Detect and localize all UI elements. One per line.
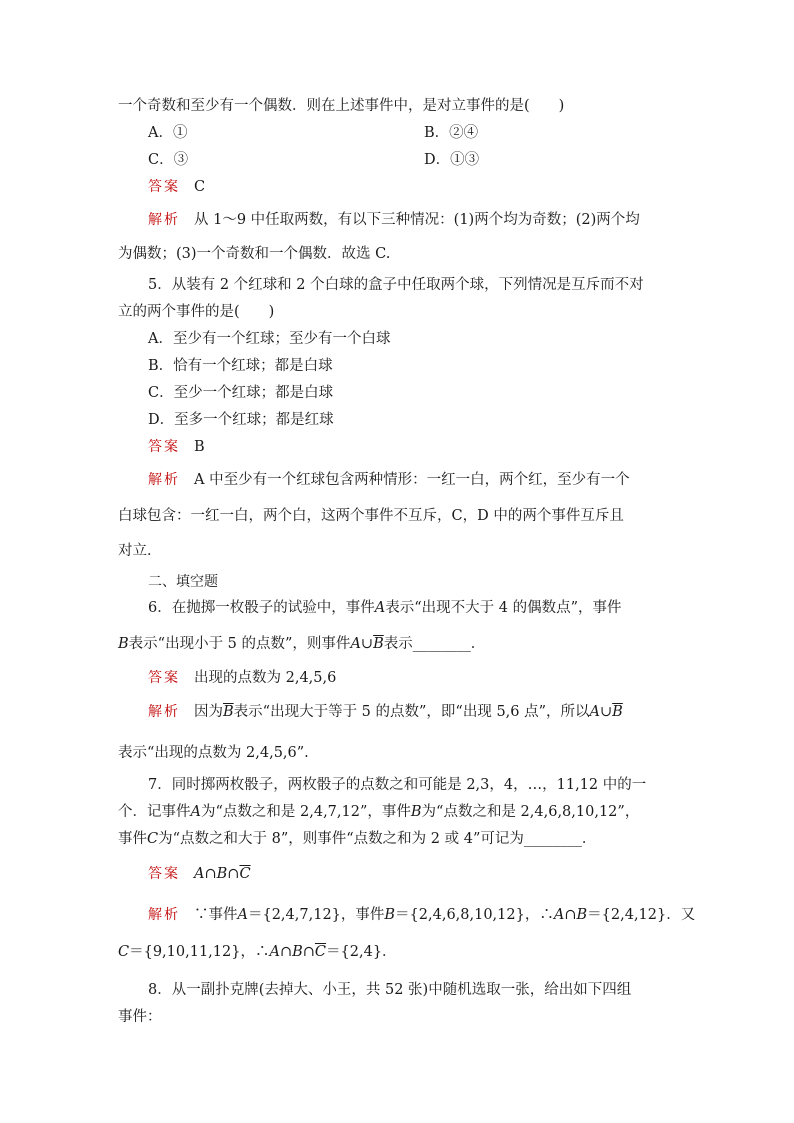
- q7-analysis-text-1a: ∵事件: [194, 907, 238, 923]
- q7-analysis-text-1d: ＝{2,4,12}．又: [587, 907, 696, 923]
- q5-analysis-text-1: A 中至少有一个红球包含两种情形：一红一白，两个红，至少有一个: [194, 472, 630, 488]
- q6-stem-text-2a: 表示“出现小于 5 的点数”，则事件: [128, 636, 351, 652]
- q6-analysis-b-complement: $\overline{B}$: [223, 704, 234, 720]
- q7-var-a: A: [190, 804, 201, 820]
- q4-answer-row: [148, 177, 205, 197]
- q7-analysis-var-a3: A: [269, 944, 280, 960]
- analysis-label: 解析: [148, 472, 180, 488]
- intersection-symbol: ∩: [279, 944, 293, 960]
- q6-var-a: A: [374, 600, 386, 616]
- q4-option-a: A．①: [148, 125, 188, 141]
- q6-stem-text-2b: 表示________．: [383, 636, 486, 652]
- q7-analysis-var-c: C: [118, 944, 130, 960]
- intersection-symbol: ∩: [564, 907, 577, 923]
- q7-answer-c-complement: $\overline{C}$: [239, 866, 251, 882]
- q4-answer: C: [194, 179, 206, 195]
- q7-analysis-line-2: [118, 942, 397, 962]
- q5-answer-row: [148, 437, 205, 457]
- q5-analysis-line-3: 对立．: [118, 543, 162, 559]
- answer-label: 答案: [148, 670, 180, 686]
- q7-analysis-c-complement: $\overline{C}$: [314, 944, 327, 960]
- q6-stem-text-1a: 6．在抛掷一枚骰子的试验中，事件: [148, 600, 375, 616]
- q6-expr-b-complement: $\overline{B}$: [373, 636, 384, 652]
- q4-option-d: D．①③: [424, 152, 480, 168]
- q7-var-b: B: [410, 804, 422, 820]
- q7-stem-text-2c: 为“点数之和是 2,4,6,8,10,12”，: [421, 804, 640, 820]
- q5-option-d: D．至多一个红球；都是红球: [148, 412, 334, 428]
- q7-analysis-var-b3: B: [292, 944, 303, 960]
- q6-stem-line-2: [118, 634, 485, 654]
- union-symbol: ∪: [600, 704, 613, 720]
- q5-option-a: A．至少有一个红球；至少有一个白球: [148, 331, 391, 347]
- q6-analysis-text-1b: 表示“出现大于等于 5 的点数”，即“出现 5,6 点”，所以: [233, 704, 590, 720]
- q7-stem-text-3a: 事件: [118, 831, 147, 847]
- analysis-label: 解析: [148, 212, 180, 228]
- q6-var-b: B: [118, 636, 129, 652]
- q7-answer-b: B: [216, 866, 228, 882]
- q7-stem-text-2b: 为“点数之和是 2,4,7,12”，事件: [200, 804, 411, 820]
- q7-stem-line-2: [118, 802, 639, 822]
- q7-analysis-line-1: [148, 905, 695, 925]
- q6-answer-row: [148, 668, 336, 688]
- q5-answer: B: [194, 439, 205, 455]
- q7-analysis-text-1c: ＝{2,4,6,8,10,12}，∴: [395, 907, 554, 923]
- q7-stem-line-1: 7．同时掷两枚骰子，两枚骰子的点数之和可能是 2,3，4，…，11,12 中的一: [148, 777, 647, 793]
- q5-option-b: B．恰有一个红球；都是白球: [148, 358, 333, 374]
- q5-stem-line-1: 5．从装有 2 个红球和 2 个白球的盒子中任取两个球，下列情况是互斥而不对: [148, 277, 644, 293]
- analysis-label: 解析: [148, 704, 180, 720]
- q7-analysis-var-b2: B: [576, 907, 588, 923]
- q6-answer: 出现的点数为 2,4,5,6: [194, 670, 337, 686]
- q6-analysis-line-1: [148, 702, 623, 722]
- q6-expr-a: A: [350, 636, 361, 652]
- intersection-symbol: ∩: [302, 944, 315, 960]
- intersection-symbol: ∩: [227, 866, 240, 882]
- answer-label: 答案: [148, 866, 180, 882]
- q5-analysis-line-2: 白球包含：一红一白，两个白，这两个事件不互斥，C，D 中的两个事件互斥且: [118, 508, 624, 524]
- q4-stem-continuation: 一个奇数和至少有一个偶数．则在上述事件中，是对立事件的是( ): [118, 98, 565, 114]
- q7-answer-a: A: [194, 866, 205, 882]
- q8-stem-line-2: 事件：: [118, 1009, 162, 1025]
- union-symbol: ∪: [360, 636, 374, 652]
- q6-stem-line-1: [148, 598, 622, 618]
- q4-option-b: B．②④: [424, 125, 479, 141]
- q5-analysis-line-1: [148, 470, 630, 490]
- q8-stem-line-1: 8．从一副扑克牌(去掉大、小王，共 52 张)中随机选取一张，给出如下四组: [148, 982, 632, 998]
- q7-analysis-text-1b: ＝{2,4,7,12}，事件: [247, 907, 385, 923]
- q7-stem-text-3b: 为“点数之和大于 8”，则事件“点数之和为 2 或 4”可记为________．: [158, 831, 597, 847]
- q7-var-c: C: [147, 831, 159, 847]
- q6-analysis-text-1a: 因为: [194, 704, 223, 720]
- q4-analysis-text-1: 从 1～9 中任取两数，有以下三种情况：(1)两个均为奇数；(2)两个均: [194, 212, 640, 228]
- q6-analysis-expr-b-complement: $\overline{B}$: [612, 704, 623, 720]
- q7-analysis-var-a2: A: [553, 907, 565, 923]
- q6-analysis-line-2: 表示“出现的点数为 2,4,5,6”.: [118, 745, 309, 761]
- answer-label: 答案: [148, 439, 180, 455]
- q6-analysis-expr-a: A: [589, 704, 601, 720]
- q5-option-c: C．至少一个红球；都是白球: [148, 385, 334, 401]
- q4-option-c: C．③: [148, 152, 189, 168]
- intersection-symbol: ∩: [204, 866, 217, 882]
- q4-analysis-line-1: [148, 210, 640, 230]
- q7-stem-line-3: [118, 829, 596, 849]
- section-title: 二、填空题: [148, 574, 218, 590]
- q6-stem-text-1b: 表示“出现不大于 4 的偶数点”，事件: [385, 600, 622, 616]
- q4-analysis-line-2: 为偶数；(3)一个奇数和一个偶数．故选 C.: [118, 246, 391, 262]
- q7-stem-text-2a: 个．记事件: [118, 804, 191, 820]
- q5-stem-line-2: 立的两个事件的是( ): [118, 304, 275, 320]
- q7-analysis-text-2b: ＝{2,4}．: [326, 944, 397, 960]
- answer-label: 答案: [148, 179, 180, 195]
- q7-analysis-text-2a: ＝{9,10,11,12}，∴: [129, 944, 270, 960]
- q7-analysis-var-a: A: [237, 907, 248, 923]
- q7-analysis-var-b: B: [384, 907, 396, 923]
- analysis-label: 解析: [148, 907, 180, 923]
- q7-answer-row: [148, 864, 251, 884]
